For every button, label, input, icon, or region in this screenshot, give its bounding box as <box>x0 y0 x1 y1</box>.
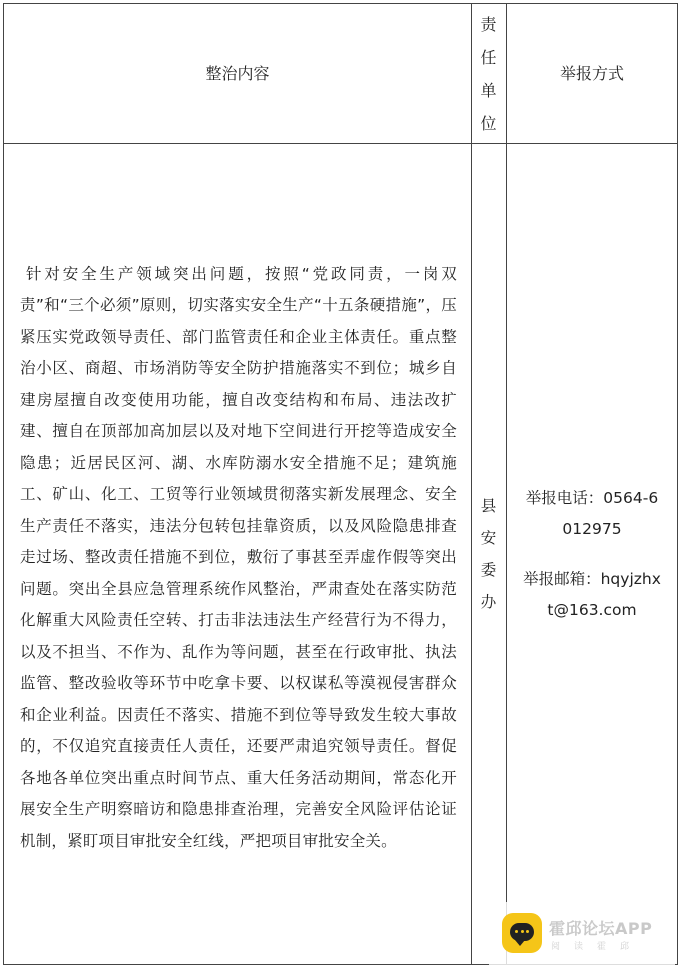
unit-char: 安 <box>480 529 497 547</box>
unit-char: 委 <box>480 561 497 579</box>
header-unit-char: 单 <box>480 80 497 100</box>
header-unit-label <box>480 8 496 140</box>
header-content <box>4 4 471 143</box>
unit-char: 县 <box>480 497 497 515</box>
report-phone-line: 举报电话：0564-6 <box>525 488 659 507</box>
header-report-label: 举报方式 <box>559 63 624 83</box>
unit-label <box>481 490 497 618</box>
header-unit-char: 任 <box>480 47 497 67</box>
content-text: 针对安全生产领域突出问题，按照“党政同责，一岗双责”和“三个必须”原则，切实落实安全生产“十五条硬措施”，压紧压实党政领导责任、部门监管责任和企业主体责任。重点整治小区、商超、市场消防等安全防护措施落实不到位；城乡自建房屋擅自改变使用功能，擅自改变结构和布局、违法改扩建、擅自在顶部加高加层以及对地下空间进行开挖等造成安全隐患；近居民区河、湖、水库防溺水安全措施不足；建筑施工、矿山、化工、工贸等行业领域贯彻落实新发展理念、安全生产责任不落实，违法分包转包挂靠资质，以及风险隐患排查走过场、整改责任措施不到位，敷衍了事甚至弄虚作假等突出问题。突出全县应急管理系统作风整治，严肃查处在落实防范化解重大风险责任空转、打击非法违法生产经营行为不得力，以及不担当、不作为、乱作为等问题，甚至在行政审批、执法监管、整改验收等环节中吃拿卡要、以权谋私等漠视侵害群众和企业利益。因责任不落实、措施不到位等导致发生较大事故的，不仅追究直接责任人责任，还要严肃追究领导责任。督促各地各单位突出重点时间节点、重大任务活动期间，常态化开展安全生产明察暗访和隐患排查治理，完善安全风险评估论证机制，紧盯项目审批安全红线，严把项目审批安全关。 <box>20 264 457 850</box>
unit-char: 办 <box>480 593 497 611</box>
chat-bubble-icon <box>510 923 534 941</box>
report-cell <box>506 144 678 964</box>
content-cell <box>4 144 471 964</box>
header-report <box>506 4 678 143</box>
header-content-label: 整治内容 <box>205 63 270 83</box>
app-watermark <box>489 902 675 966</box>
header-unit-char: 责 <box>480 14 497 34</box>
report-email-line: t@163.com <box>547 600 637 619</box>
report-email-line: 举报邮箱：hqyjzhx <box>523 569 661 588</box>
watermark-subtitle: 阅读霍邱 <box>551 942 644 952</box>
header-unit-char: 位 <box>480 113 497 133</box>
watermark-title: 霍邱论坛APP <box>549 919 653 938</box>
unit-cell <box>471 144 506 964</box>
regulation-table <box>3 3 678 965</box>
report-phone-line: 012975 <box>562 519 622 538</box>
header-unit <box>471 4 506 143</box>
app-logo <box>502 913 542 953</box>
